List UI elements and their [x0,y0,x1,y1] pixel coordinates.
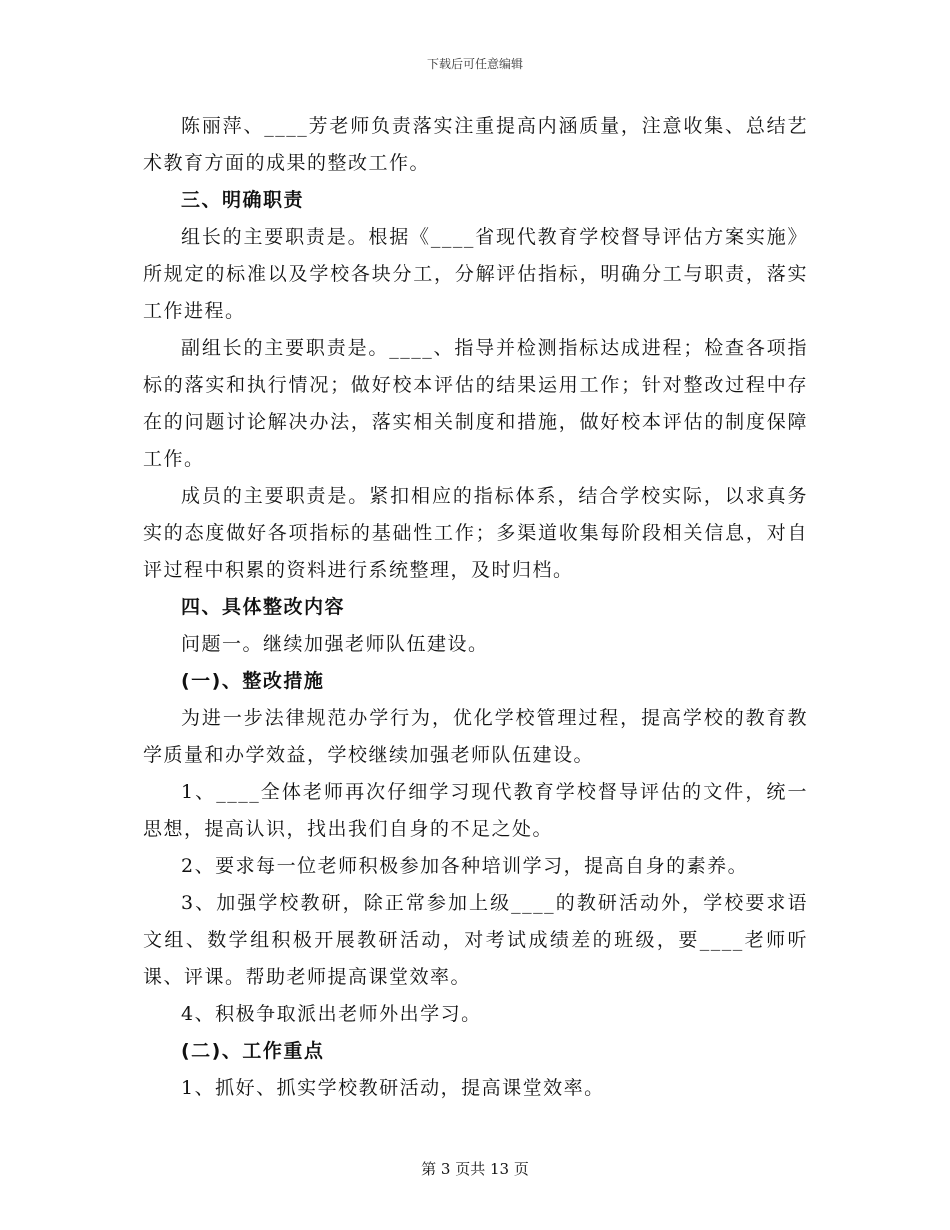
header-note: 下载后可任意编辑 [426,57,523,71]
section-heading-responsibilities: 三、明确职责 [181,189,305,211]
subheading-measures: (一)、整改措施 [181,670,325,692]
list-item-3: 3、加强学校教研，除正常参加上级____的教研活动外，学校要求语文组、数学组积极开展教研活动，对考试成绩差的班级，要____老师听课、评课。帮助老师提高课堂效率。 [143,892,808,988]
focus-item-1: 1、抓好、抓实学校教研活动，提高课堂效率。 [181,1077,605,1099]
section-heading-rectification: 四、具体整改内容 [181,596,346,618]
list-item-4: 4、积极争取派出老师外出学习。 [181,1003,482,1025]
paragraph-issue-one: 问题一。继续加强老师队伍建设。 [181,633,489,655]
paragraph-art-education: 陈丽萍、____芳老师负责落实注重提高内涵质量，注意收集、总结艺术教育方面的成果的整改工作。 [143,115,808,174]
subheading-work-focus: (二)、工作重点 [181,1040,325,1062]
paragraph-deputy-duties: 副组长的主要职责是。____、指导并检测指标达成进程；检查各项指标的落实和执行情况；做好校本评估的结果运用工作；针对整改过程中存在的问题讨论解决办法，落实相关制度和措施，做好校本评估的制度保障工作。 [143,337,808,470]
document-body [143,108,808,1107]
paragraph-member-duties: 成员的主要职责是。紧扣相应的指标体系，结合学校实际，以求真务实的态度做好各项指标的基础性工作；多渠道收集每阶段相关信息，对自评过程中积累的资料进行系统整理，及时归档。 [143,485,808,581]
list-item-1: 1、____全体老师再次仔细学习现代教育学校督导评估的文件，统一思想，提高认识，找出我们自身的不足之处。 [143,781,808,840]
paragraph-leader-duties: 组长的主要职责是。根据《____省现代教育学校督导评估方案实施》所规定的标准以及学校各块分工，分解评估指标，明确分工与职责，落实工作进程。 [143,226,808,322]
list-item-2: 2、要求每一位老师积极参加各种培训学习，提高自身的素养。 [181,855,749,877]
paragraph-measures-intro: 为进一步法律规范办学行为，优化学校管理过程，提高学校的教育教学质量和办学效益，学校继续加强老师队伍建设。 [143,707,808,766]
page-number: 第 3 页共 13 页 [421,1160,529,1178]
